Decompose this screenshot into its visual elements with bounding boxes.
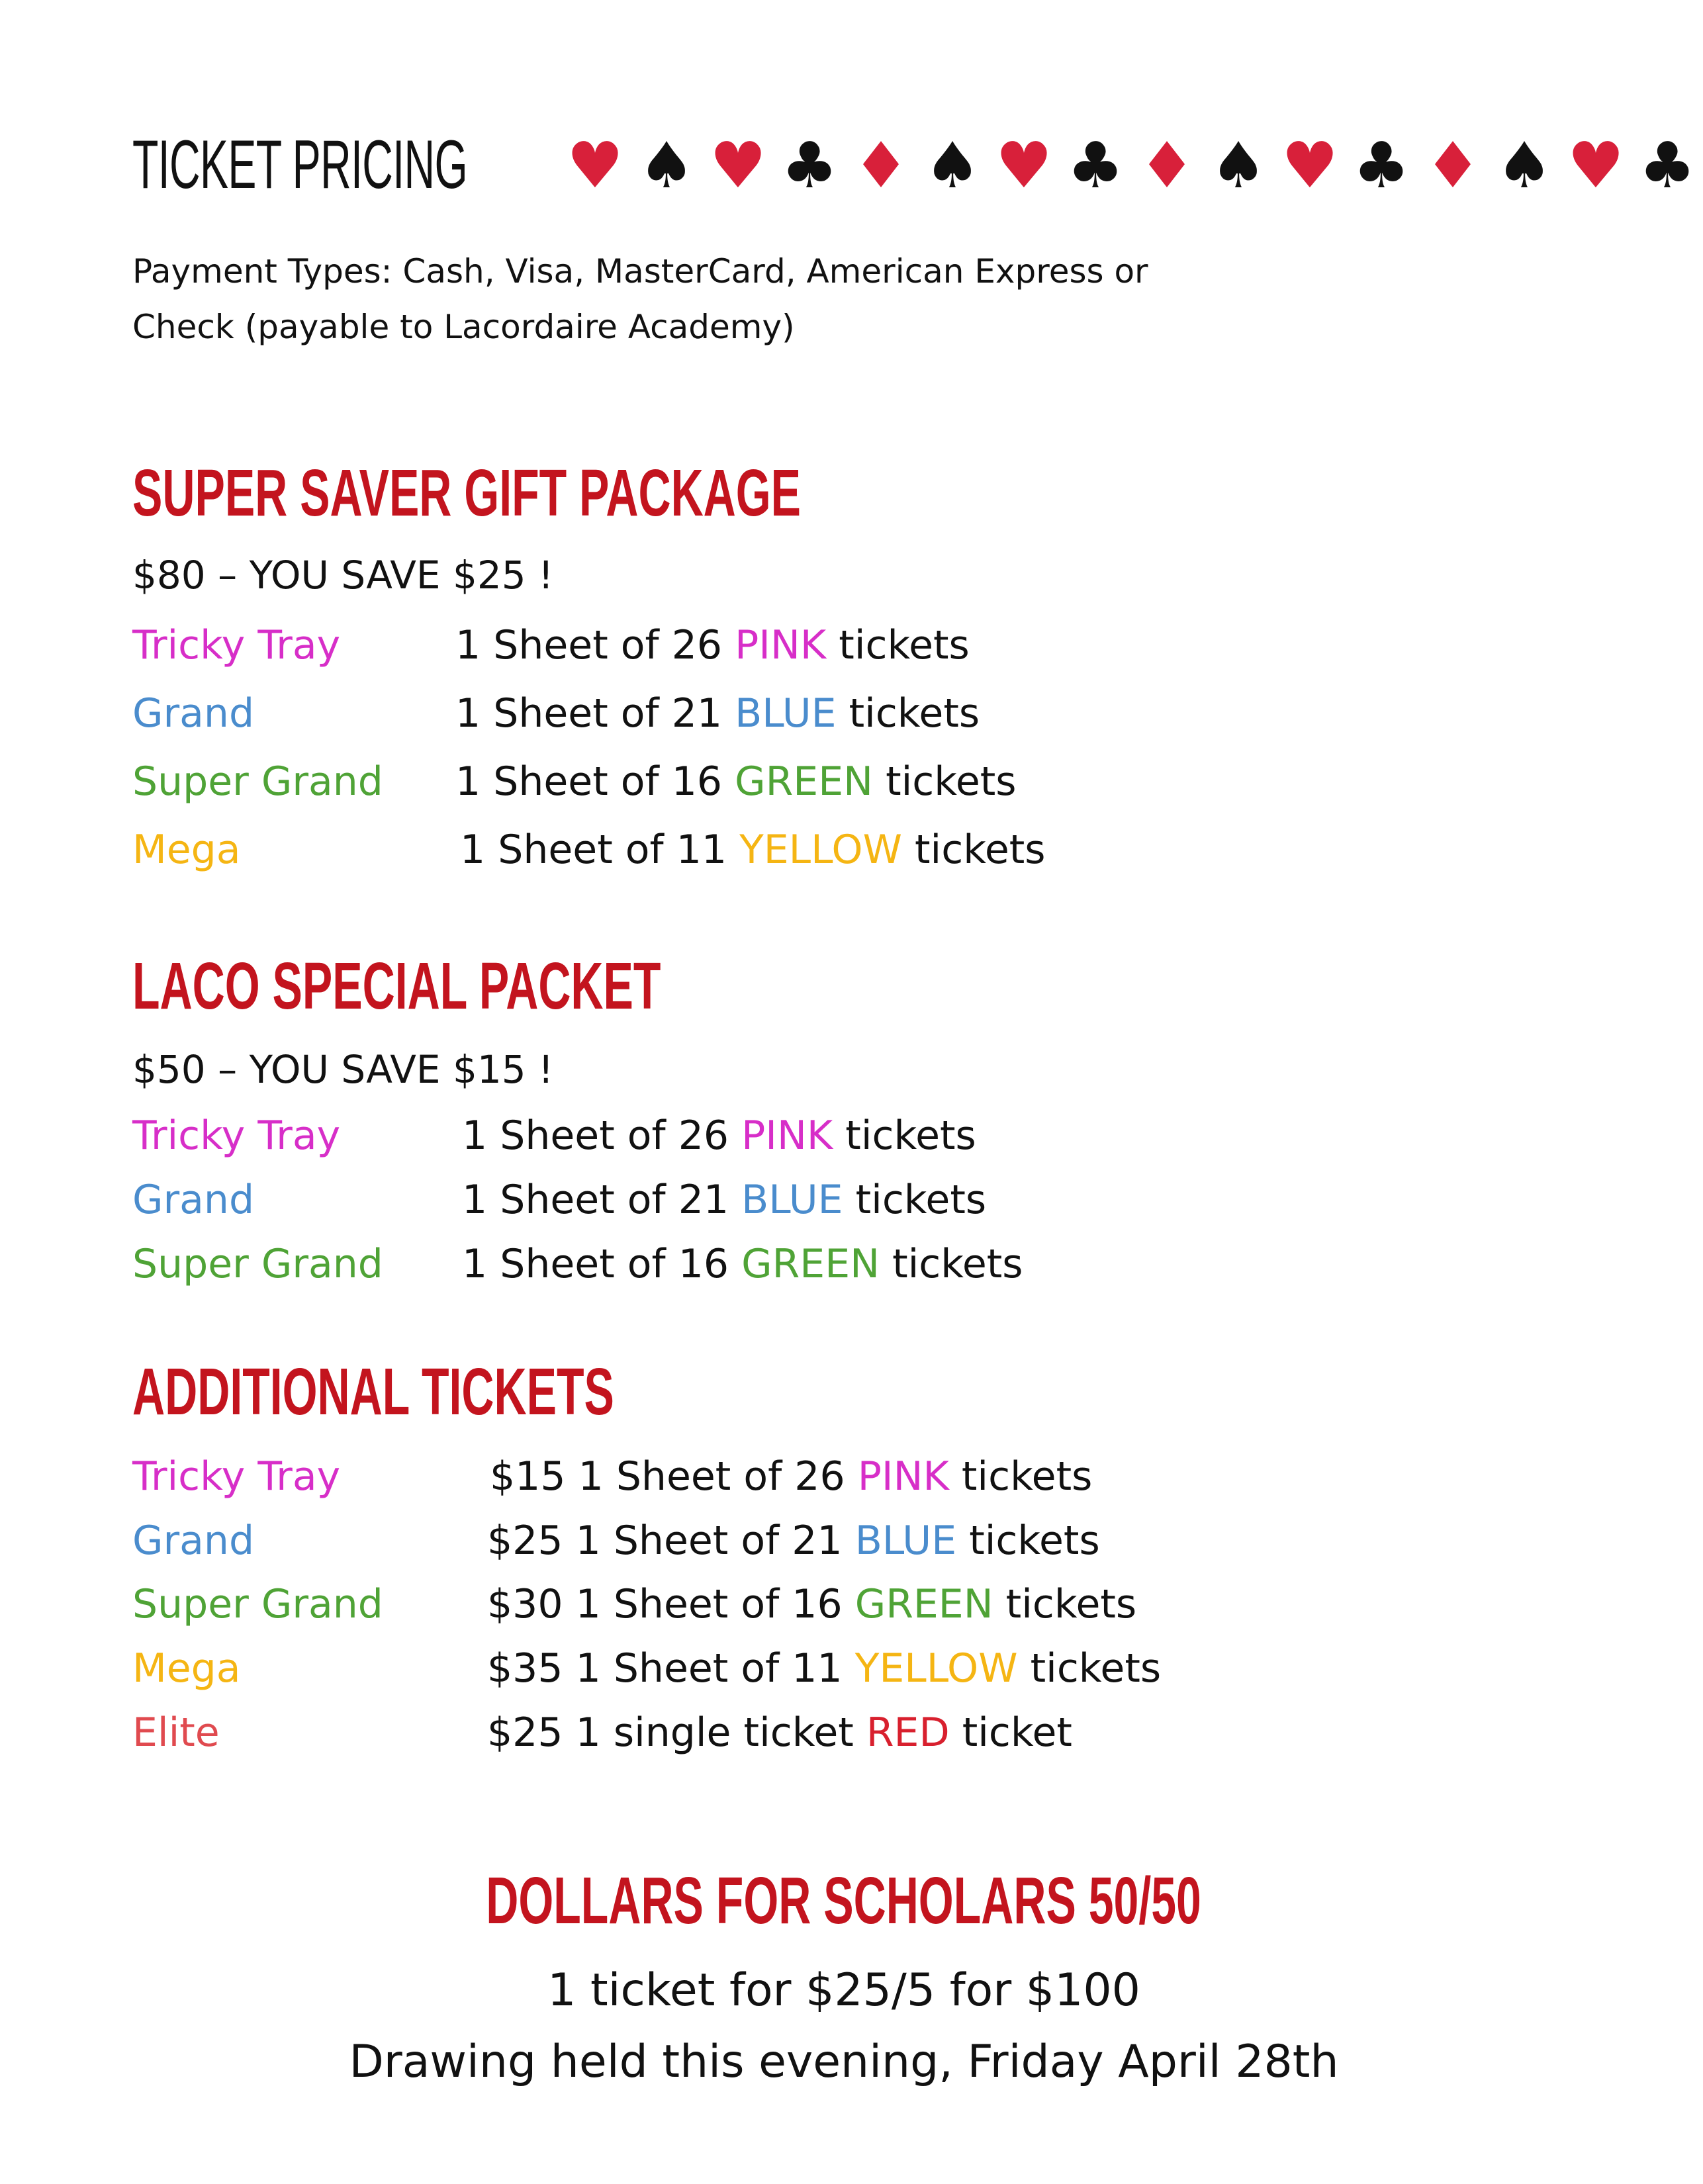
club-icon: ♣ (780, 128, 839, 203)
dollars-for-scholars-heading: DOLLARS FOR SCHOLARS 50/50 (486, 1864, 1202, 1938)
page-title: TICKET PRICING (132, 126, 468, 203)
ticket-type-label: Grand (132, 1518, 255, 1564)
ticket-type-label: Mega (132, 827, 241, 873)
ticket-type-label: Tricky Tray (132, 1113, 341, 1159)
spade-icon: ♠ (923, 128, 982, 203)
heart-icon: ♥ (1281, 128, 1339, 203)
ticket-type-label: Tricky Tray (132, 1453, 341, 1500)
club-icon: ♣ (1352, 128, 1410, 203)
heart-icon: ♥ (1567, 128, 1625, 203)
super-saver-price: $80 – YOU SAVE $25 ! (132, 553, 554, 598)
additional-tickets-heading: ADDITIONAL TICKETS (132, 1355, 614, 1429)
ticket-description: $15 1 Sheet of 26 PINK tickets (490, 1453, 1093, 1500)
heart-icon: ♥ (566, 128, 624, 203)
super-saver-heading: SUPER SAVER GIFT PACKAGE (132, 456, 802, 530)
diamond-icon: ♦ (852, 128, 910, 203)
card-suits-strip (559, 128, 1696, 203)
laco-special-heading: LACO SPECIAL PACKET (132, 949, 661, 1023)
heart-icon: ♥ (995, 128, 1053, 203)
ticket-type-label: Tricky Tray (132, 622, 341, 668)
ticket-description: 1 Sheet of 21 BLUE tickets (455, 690, 980, 737)
ticket-type-label: Super Grand (132, 1581, 383, 1627)
ticket-type-label: Mega (132, 1645, 241, 1692)
ticket-description: $25 1 Sheet of 21 BLUE tickets (487, 1518, 1100, 1564)
payment-types-line-2: Check (payable to Lacordaire Academy) (132, 308, 795, 346)
ticket-description: 1 Sheet of 21 BLUE tickets (462, 1177, 987, 1223)
drawing-info-line: Drawing held this evening, Friday April 28th (349, 2036, 1339, 2088)
ticket-description: $35 1 Sheet of 11 YELLOW tickets (487, 1645, 1162, 1692)
club-icon: ♣ (1638, 128, 1696, 203)
ticket-description: 1 Sheet of 11 YELLOW tickets (460, 827, 1046, 873)
ticket-description: 1 Sheet of 16 GREEN tickets (462, 1241, 1023, 1287)
heart-icon: ♥ (709, 128, 767, 203)
ticket-type-label: Elite (132, 1709, 220, 1756)
spade-icon: ♠ (1495, 128, 1553, 203)
payment-types (132, 244, 1191, 355)
laco-special-price: $50 – YOU SAVE $15 ! (132, 1047, 554, 1092)
ticket-type-label: Grand (132, 1177, 255, 1223)
ticket-type-label: Grand (132, 690, 255, 737)
ticket-description: 1 Sheet of 16 GREEN tickets (455, 758, 1017, 805)
club-icon: ♣ (1066, 128, 1125, 203)
ticket-description: 1 Sheet of 26 PINK tickets (462, 1113, 976, 1159)
ticket-description: 1 Sheet of 26 PINK tickets (455, 622, 970, 668)
dollars-price-line: 1 ticket for $25/5 for $100 (547, 1964, 1140, 2017)
spade-icon: ♠ (1209, 128, 1267, 203)
diamond-icon: ♦ (1138, 128, 1196, 203)
ticket-description: $25 1 single ticket RED ticket (487, 1709, 1072, 1756)
ticket-type-label: Super Grand (132, 758, 383, 805)
ticket-description: $30 1 Sheet of 16 GREEN tickets (487, 1581, 1137, 1627)
payment-types-line-1: Payment Types: Cash, Visa, MasterCard, American Express or (132, 252, 1148, 291)
spade-icon: ♠ (637, 128, 696, 203)
ticket-type-label: Super Grand (132, 1241, 383, 1287)
diamond-icon: ♦ (1424, 128, 1482, 203)
